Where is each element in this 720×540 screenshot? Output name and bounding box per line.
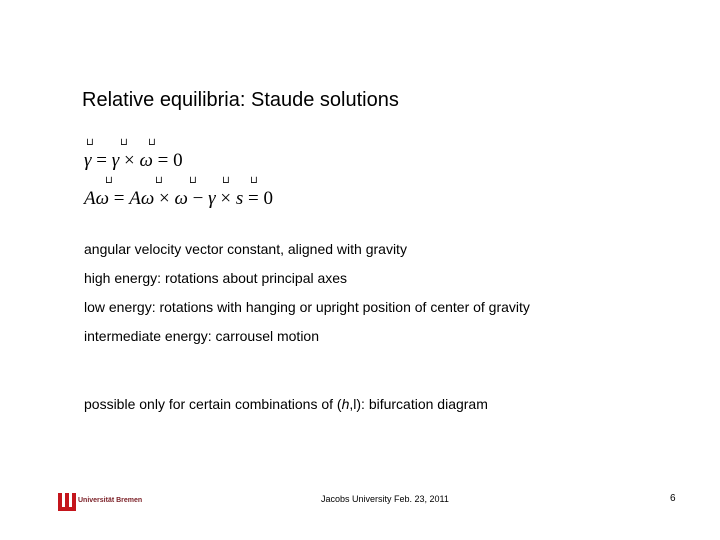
vector-mark-icon: ⊔ xyxy=(105,175,113,186)
note-prefix: possible only for certain combinations of ( xyxy=(84,396,342,412)
equation-2: ⊔ Aω = ⊔ Aω × ⊔ ω − ⊔ γ × ⊔ s = 0 xyxy=(84,175,273,209)
eq2-gamma: γ xyxy=(208,188,216,209)
eq2-a2: A xyxy=(129,188,141,209)
vector-mark-icon: ⊔ xyxy=(250,175,258,186)
equation-1: ⊔ γ = ⊔ γ × ⊔ ω = 0 xyxy=(84,137,183,171)
eq2-a1: A xyxy=(84,188,96,209)
bullet-3: low energy: rotations with hanging or upright position of center of gravity xyxy=(84,299,530,315)
note-suffix: ): bifurcation diagram xyxy=(356,396,488,412)
note-line xyxy=(84,396,488,412)
eq2-s: s xyxy=(235,188,244,209)
logo-text: Universität Bremen xyxy=(78,497,143,504)
vector-mark-icon: ⊔ xyxy=(120,137,128,148)
eq2-omega-2: ω xyxy=(140,188,155,209)
eq1-gamma: γ xyxy=(84,150,92,171)
slide-title: Relative equilibria: Staude solutions xyxy=(82,89,399,111)
footer-text: Jacobs University Feb. 23, 2011 xyxy=(321,494,449,504)
vector-mark-icon: ⊔ xyxy=(222,175,230,186)
bullet-1: angular velocity vector constant, aligned with gravity xyxy=(84,241,407,257)
university-logo-icon xyxy=(57,491,77,513)
eq2-omega-1: ω xyxy=(95,188,110,209)
eq1-omega: ω xyxy=(139,150,153,171)
eq1-result: 0 xyxy=(173,150,183,171)
page-number: 6 xyxy=(670,493,676,504)
vector-mark-icon: ⊔ xyxy=(86,137,94,148)
note-l: ,l xyxy=(349,396,357,412)
eq2-result: 0 xyxy=(263,188,273,209)
bullet-2: high energy: rotations about principal axes xyxy=(84,270,348,286)
eq1-gamma-2: γ xyxy=(111,150,120,171)
vector-mark-icon: ⊔ xyxy=(155,175,163,186)
bullet-4: intermediate energy: carrousel motion xyxy=(84,328,320,344)
note-h: h xyxy=(341,396,350,412)
vector-mark-icon: ⊔ xyxy=(189,175,197,186)
vector-mark-icon: ⊔ xyxy=(148,137,156,148)
eq2-omega-3: ω xyxy=(174,188,188,209)
